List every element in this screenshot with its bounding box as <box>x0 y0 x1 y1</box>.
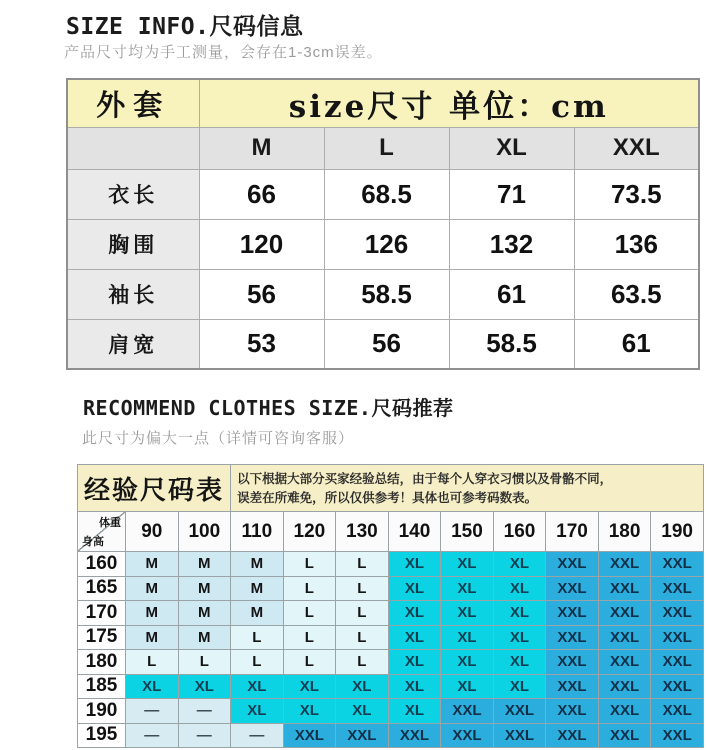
recommend-size-cell: XL <box>388 625 441 650</box>
recommend-size-cell: XL <box>493 576 546 601</box>
weight-header-140: 140 <box>388 512 441 552</box>
recommend-size-cell: XXL <box>546 674 599 699</box>
recommend-size-cell: XXL <box>651 650 704 675</box>
recommend-size-cell: XXL <box>651 625 704 650</box>
experience-table-row <box>78 601 704 626</box>
recommend-size-cell: XL <box>493 601 546 626</box>
recommend-size-cell: XXL <box>598 650 651 675</box>
recommend-size-cell: — <box>126 699 179 724</box>
recommend-size-cell: M <box>126 576 179 601</box>
recommend-size-cell: XL <box>388 699 441 724</box>
recommend-size-cell: L <box>336 625 389 650</box>
recommend-size-cell: XXL <box>598 576 651 601</box>
recommend-size-cell: XXL <box>388 723 441 748</box>
recommend-size-cell: XXL <box>598 625 651 650</box>
recommend-size-cell: XL <box>388 576 441 601</box>
recommend-size-cell: XXL <box>283 723 336 748</box>
recommend-size-cell: XXL <box>546 576 599 601</box>
weight-header-120: 120 <box>283 512 336 552</box>
recommend-size-cell: XL <box>441 674 494 699</box>
recommend-size-cell: M <box>178 576 231 601</box>
recommend-size-cell: L <box>283 625 336 650</box>
recommend-size-cell: L <box>126 650 179 675</box>
recommend-size-cell: M <box>126 601 179 626</box>
recommend-size-cell: M <box>126 552 179 577</box>
recommend-size-cell: XXL <box>651 552 704 577</box>
size-row-label: 袖长 <box>67 269 199 319</box>
recommend-size-cell: XXL <box>546 552 599 577</box>
size-value-cell: 120 <box>199 219 324 269</box>
recommend-size-cell: XXL <box>493 699 546 724</box>
experience-table-note: 以下根据大部分买家经验总结，由于每个人穿衣习惯以及骨骼不同， 误差在所难免，所以仅供参考！具体也可参考码数表。 <box>231 465 704 512</box>
recommend-size-cell: XXL <box>441 723 494 748</box>
recommend-size-cell: L <box>283 650 336 675</box>
size-table-row <box>67 219 699 269</box>
recommend-size-cell: L <box>336 576 389 601</box>
recommend-size-cell: XXL <box>651 723 704 748</box>
weight-header-100: 100 <box>178 512 231 552</box>
size-value-cell: 126 <box>324 219 449 269</box>
recommend-note: 此尺寸为偏大一点（详情可咨询客服） <box>82 430 355 447</box>
height-label-160: 160 <box>78 552 126 577</box>
height-label-185: 185 <box>78 674 126 699</box>
recommend-size-cell: XXL <box>651 674 704 699</box>
experience-table-row <box>78 552 704 577</box>
size-row-label: 衣长 <box>67 169 199 219</box>
size-row-label: 胸围 <box>67 219 199 269</box>
recommend-size-cell: XL <box>336 699 389 724</box>
experience-table-row <box>78 699 704 724</box>
size-info-title: SIZE INFO.尺码信息 <box>66 14 304 40</box>
recommend-size-cell: XXL <box>546 699 599 724</box>
recommend-size-cell: XL <box>388 601 441 626</box>
size-value-cell: 73.5 <box>574 169 699 219</box>
recommend-size-cell: XL <box>493 552 546 577</box>
recommend-size-cell: XL <box>441 576 494 601</box>
recommend-size-cell: XL <box>336 674 389 699</box>
size-value-cell: 53 <box>199 319 324 369</box>
weight-header-180: 180 <box>598 512 651 552</box>
size-value-cell: 132 <box>449 219 574 269</box>
size-value-cell: 61 <box>449 269 574 319</box>
recommend-size-cell: XXL <box>546 650 599 675</box>
recommend-size-cell: XXL <box>598 699 651 724</box>
recommend-size-cell: XXL <box>598 601 651 626</box>
recommend-title: RECOMMEND CLOTHES SIZE.尺码推荐 <box>83 396 454 420</box>
size-row-label: 肩宽 <box>67 319 199 369</box>
recommend-size-cell: M <box>178 552 231 577</box>
recommend-size-cell: XL <box>388 674 441 699</box>
weight-header-150: 150 <box>441 512 494 552</box>
recommend-size-cell: M <box>178 601 231 626</box>
height-label-175: 175 <box>78 625 126 650</box>
size-value-cell: 136 <box>574 219 699 269</box>
height-label-195: 195 <box>78 723 126 748</box>
recommend-size-cell: XL <box>231 674 284 699</box>
recommend-size-cell: XXL <box>441 699 494 724</box>
size-value-cell: 61 <box>574 319 699 369</box>
weight-header-90: 90 <box>126 512 179 552</box>
experience-table-row <box>78 576 704 601</box>
weight-height-corner-cell: 体重 身高 <box>78 512 126 552</box>
recommend-size-cell: L <box>178 650 231 675</box>
recommend-size-cell: XL <box>441 601 494 626</box>
recommend-size-cell: L <box>283 601 336 626</box>
recommend-size-cell: L <box>336 650 389 675</box>
recommend-size-cell: L <box>336 601 389 626</box>
experience-table-row <box>78 723 704 748</box>
size-col-XL: XL <box>449 127 574 169</box>
size-value-cell: 63.5 <box>574 269 699 319</box>
weight-header-170: 170 <box>546 512 599 552</box>
size-table-row <box>67 269 699 319</box>
recommend-size-cell: XXL <box>546 723 599 748</box>
recommend-size-cell: M <box>231 576 284 601</box>
recommend-size-cell: XL <box>388 650 441 675</box>
size-table-row <box>67 319 699 369</box>
recommend-size-cell: — <box>126 723 179 748</box>
size-value-cell: 56 <box>324 319 449 369</box>
recommend-size-cell: XXL <box>336 723 389 748</box>
recommend-size-cell: L <box>231 650 284 675</box>
size-value-cell: 58.5 <box>449 319 574 369</box>
recommend-size-cell: XL <box>493 674 546 699</box>
recommend-size-cell: XL <box>441 552 494 577</box>
size-col-M: M <box>199 127 324 169</box>
weight-header-110: 110 <box>231 512 284 552</box>
height-label-190: 190 <box>78 699 126 724</box>
height-label-180: 180 <box>78 650 126 675</box>
experience-size-table <box>77 464 704 748</box>
size-table-category: 外套 <box>67 79 199 127</box>
recommend-size-cell: M <box>231 552 284 577</box>
recommend-size-cell: XL <box>283 699 336 724</box>
recommend-size-cell: XXL <box>493 723 546 748</box>
recommend-size-cell: L <box>283 552 336 577</box>
weight-header-130: 130 <box>336 512 389 552</box>
recommend-size-cell: XL <box>388 552 441 577</box>
recommend-size-cell: M <box>126 625 179 650</box>
recommend-size-cell: — <box>178 723 231 748</box>
recommend-size-cell: XL <box>178 674 231 699</box>
recommend-size-cell: XXL <box>546 625 599 650</box>
experience-table-title: 经验尺码表 <box>78 465 231 512</box>
size-value-cell: 68.5 <box>324 169 449 219</box>
size-value-cell: 66 <box>199 169 324 219</box>
recommend-size-cell: L <box>231 625 284 650</box>
size-value-cell: 71 <box>449 169 574 219</box>
recommend-size-cell: XL <box>493 625 546 650</box>
recommend-size-cell: XXL <box>651 601 704 626</box>
size-col-empty <box>67 127 199 169</box>
recommend-size-cell: L <box>336 552 389 577</box>
recommend-size-cell: — <box>178 699 231 724</box>
recommend-size-cell: XXL <box>651 699 704 724</box>
experience-table-row <box>78 625 704 650</box>
experience-table-row <box>78 650 704 675</box>
weight-header-190: 190 <box>651 512 704 552</box>
experience-table-row <box>78 674 704 699</box>
recommend-size-cell: XXL <box>546 601 599 626</box>
recommend-size-cell: XL <box>441 625 494 650</box>
size-col-L: L <box>324 127 449 169</box>
recommend-size-cell: — <box>231 723 284 748</box>
height-label-165: 165 <box>78 576 126 601</box>
size-col-XXL: XXL <box>574 127 699 169</box>
size-table <box>66 78 700 370</box>
height-label-170: 170 <box>78 601 126 626</box>
size-value-cell: 56 <box>199 269 324 319</box>
recommend-size-cell: XL <box>493 650 546 675</box>
recommend-size-cell: M <box>231 601 284 626</box>
recommend-size-cell: XL <box>231 699 284 724</box>
size-table-row <box>67 169 699 219</box>
recommend-size-cell: XXL <box>598 552 651 577</box>
recommend-size-cell: M <box>178 625 231 650</box>
recommend-size-cell: XXL <box>651 576 704 601</box>
recommend-size-cell: XXL <box>598 674 651 699</box>
size-table-unit-header: size尺寸 单位：cm <box>199 79 699 127</box>
recommend-size-cell: XXL <box>598 723 651 748</box>
recommend-size-cell: L <box>283 576 336 601</box>
size-value-cell: 58.5 <box>324 269 449 319</box>
size-info-note: 产品尺寸均为手工测量，会存在1-3cm误差。 <box>64 44 383 61</box>
recommend-size-cell: XL <box>126 674 179 699</box>
recommend-size-cell: XL <box>441 650 494 675</box>
weight-header-160: 160 <box>493 512 546 552</box>
recommend-size-cell: XL <box>283 674 336 699</box>
